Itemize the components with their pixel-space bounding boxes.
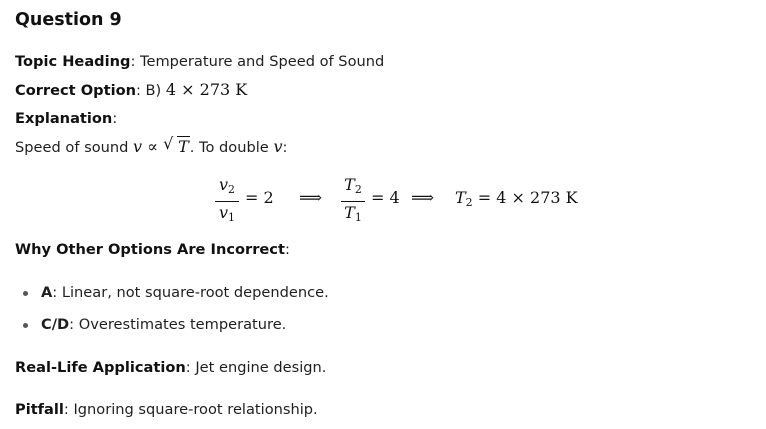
pitfall-value: : Ignoring square-root relationship. xyxy=(63,401,318,418)
explanation-text-middle: . To double xyxy=(189,139,269,156)
explanation-var-v: v xyxy=(133,137,143,156)
bullet-icon xyxy=(23,323,28,328)
real-life-line xyxy=(15,358,326,378)
display-equation xyxy=(215,175,578,224)
frac1-numerator: v xyxy=(218,175,229,194)
equals-two: = 2 xyxy=(245,188,274,207)
topic-line xyxy=(15,52,384,72)
question-title: Question 9 xyxy=(15,10,122,30)
explanation-var-v2: v xyxy=(273,137,283,156)
frac1-denominator: v xyxy=(218,203,229,222)
sqrt-radical-icon: √ xyxy=(163,134,174,153)
result-sub: 2 xyxy=(465,196,473,209)
bullet-text: : Linear, not square-root dependence. xyxy=(52,284,329,301)
bullet-icon xyxy=(23,291,28,296)
explanation-text-before: Speed of sound xyxy=(15,139,129,156)
topic-value: Temperature and Speed of Sound xyxy=(140,53,385,70)
explanation-text-after: : xyxy=(282,139,288,156)
explanation-var-t: T xyxy=(178,137,189,156)
correct-option-line xyxy=(15,80,247,101)
pitfall-label: Pitfall xyxy=(15,401,64,418)
explanation-heading-line xyxy=(15,109,117,129)
explanation-text-line xyxy=(15,134,288,158)
fraction-v2-over-v1 xyxy=(215,176,239,227)
real-life-value: : Jet engine design. xyxy=(185,359,327,376)
explanation-label: Explanation xyxy=(15,110,113,127)
sqrt-expression xyxy=(163,134,190,157)
real-life-label: Real-Life Application xyxy=(15,359,186,376)
bullet-text: : Overestimates temperature. xyxy=(69,316,287,333)
proportional-symbol: ∝ xyxy=(147,137,158,156)
why-other-heading xyxy=(15,240,290,260)
correct-option-prefix: B) xyxy=(145,82,162,99)
equals-four: = 4 xyxy=(371,188,400,207)
topic-label: Topic Heading xyxy=(15,53,131,70)
frac1-denominator-sub: 1 xyxy=(228,211,236,224)
bullet-key: A xyxy=(41,284,53,301)
why-other-colon: : xyxy=(284,241,290,258)
frac2-numerator-sub: 2 xyxy=(354,183,362,196)
correct-option-colon: : xyxy=(135,82,146,99)
frac2-bar xyxy=(341,201,365,202)
frac2-denominator-sub: 1 xyxy=(354,211,362,224)
explanation-colon: : xyxy=(112,110,118,127)
implies-arrow-2: ⟹ xyxy=(411,188,434,207)
frac2-numerator: T xyxy=(344,175,355,194)
correct-option-value: 4 × 273 K xyxy=(165,80,248,99)
correct-option-label: Correct Option xyxy=(15,82,136,99)
result-expression xyxy=(455,188,578,213)
result-rest: = 4 × 273 K xyxy=(477,188,578,207)
result-var: T xyxy=(455,188,466,207)
topic-colon: : xyxy=(130,53,141,70)
frac1-bar xyxy=(215,201,239,202)
frac2-denominator: T xyxy=(344,203,355,222)
implies-arrow-1: ⟹ xyxy=(299,188,322,207)
fraction-t2-over-t1 xyxy=(341,176,365,227)
bullet-key: C/D xyxy=(41,316,70,333)
pitfall-line xyxy=(15,400,318,420)
why-other-label: Why Other Options Are Incorrect xyxy=(15,241,285,258)
frac1-numerator-sub: 2 xyxy=(228,183,236,196)
